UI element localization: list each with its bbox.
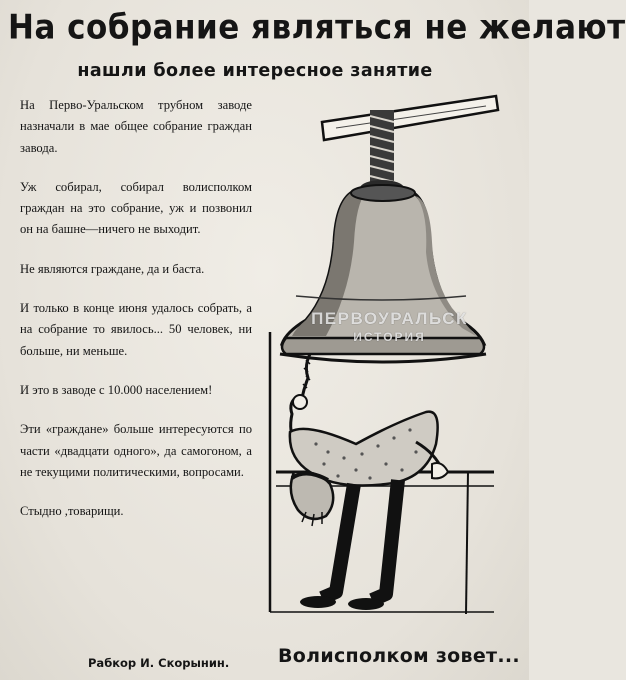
paragraph: Не являются граждане, да и баста. (20, 261, 205, 276)
paragraph: И это в заводе с 10.000 населением! (20, 382, 213, 397)
paragraph: Стыдно ,товарищи. (20, 504, 124, 519)
paragraph: На Первo-Уральском трубном заводе назначали в мае общее собрание граждан завода. (20, 98, 252, 155)
article-body (20, 95, 252, 522)
subheadline: нашли более интересное занятие (77, 61, 433, 81)
beam-illustration (322, 96, 498, 140)
bell-rope-illustration (302, 354, 310, 398)
paragraph: И только в конце июня удалось собрать, а на собрание то явилось... 50 человек, ни больше, ни меньше. (20, 301, 252, 358)
signature: Рабкор И. Скорынин. (88, 656, 230, 670)
watermark-line: ПЕРВОУРАЛЬСК (311, 309, 468, 328)
bell-cartoon-illustration (266, 92, 529, 632)
watermark (282, 310, 497, 346)
watermark-line: ИСТОРИЯ (353, 330, 426, 344)
official-figure-illustration (290, 395, 448, 610)
paragraph: Эти «граждане» больше интересуются по части «двадцати одного», да самогоном, а не текущими политическими, вопросами. (20, 422, 252, 479)
headline: На собрание являться не желают (8, 8, 626, 48)
paragraph: Уж собирал, собирал волисполком граждан на это собрание, уж и позвонил он на башне—ничего не выходит. (20, 179, 252, 237)
cartoon-caption: Волисполком зовет... (278, 645, 520, 667)
